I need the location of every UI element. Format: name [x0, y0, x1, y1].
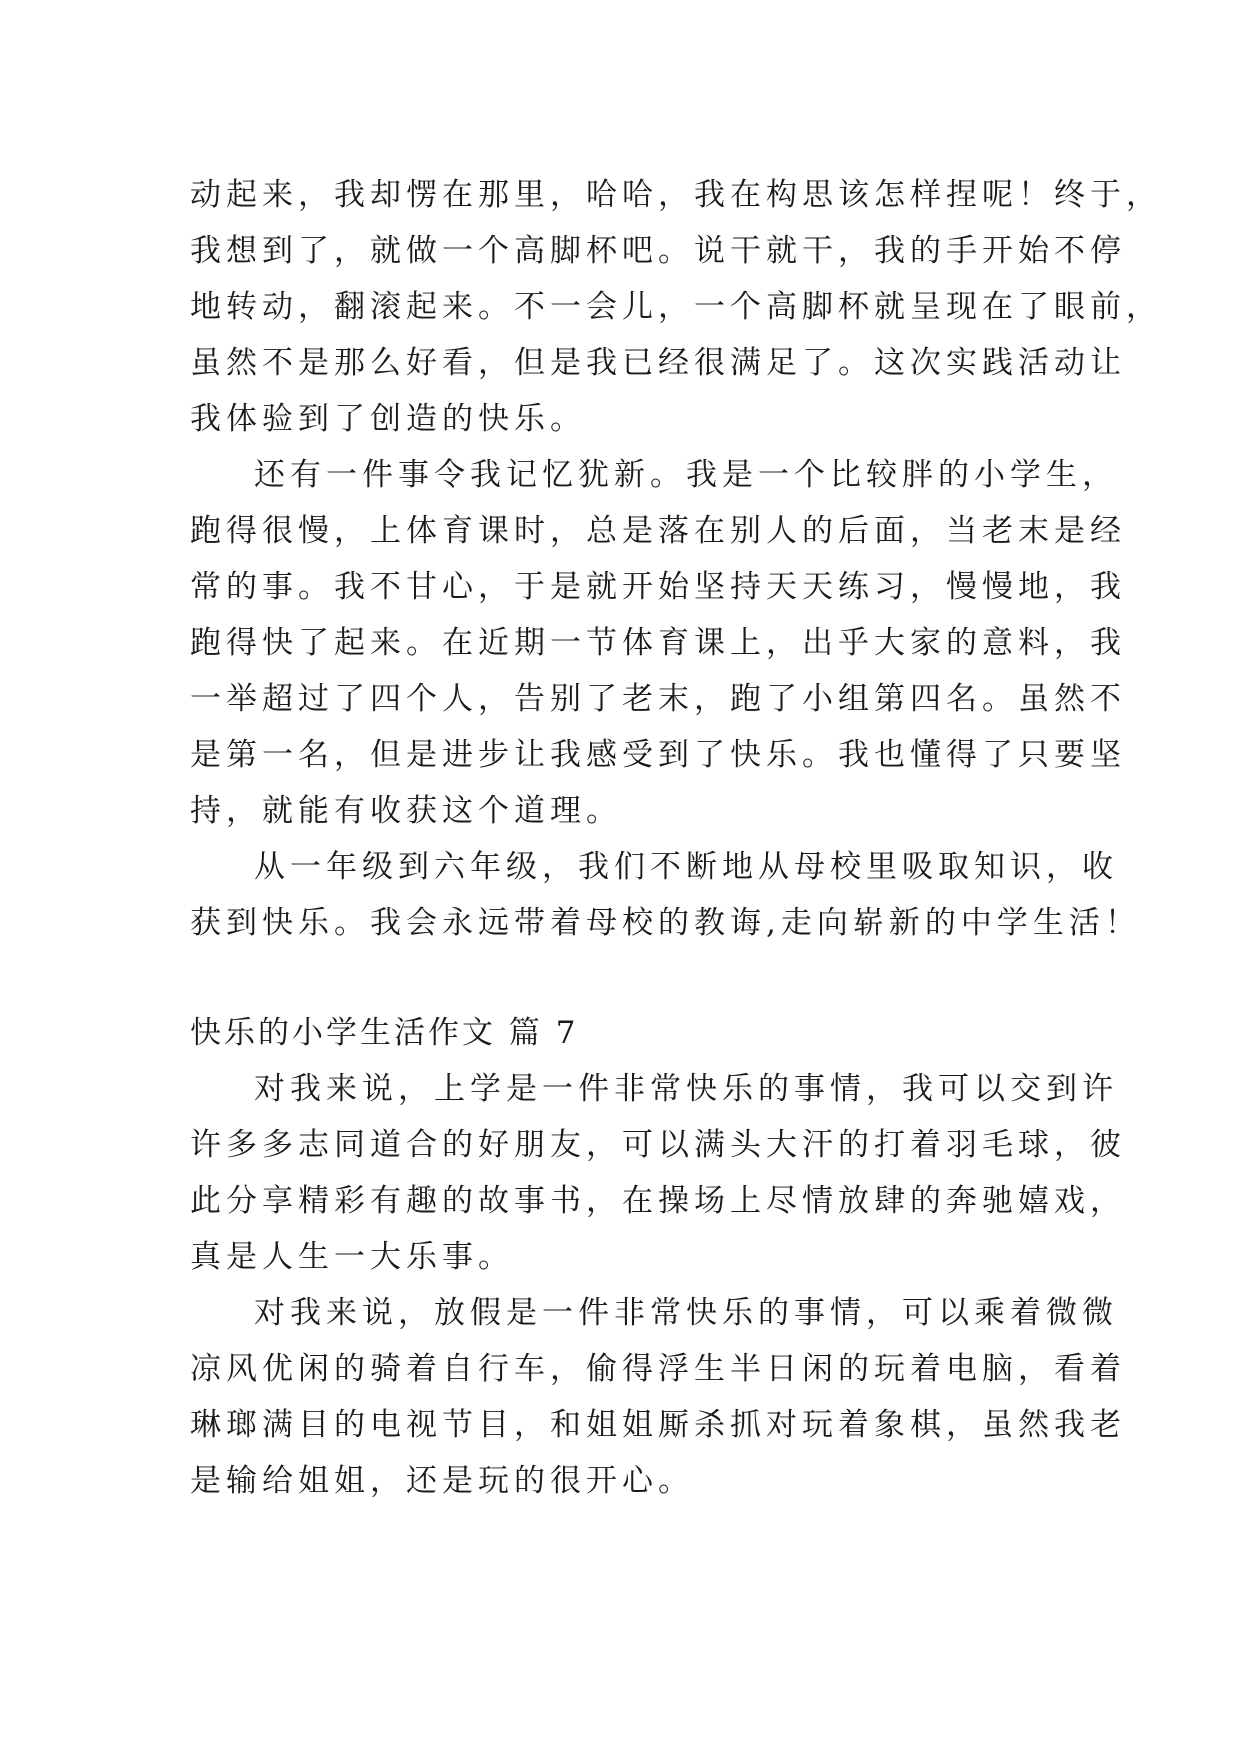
paragraph-d-line-3: 此分享精彩有趣的故事书，在操场上尽情放肆的奔驰嬉戏，: [190, 1183, 1126, 1219]
paragraph-b-line-6: 是第一名，但是进步让我感受到了快乐。我也懂得了只要坚: [190, 737, 1126, 773]
paragraph-c-line-2: 获到快乐。我会永远带着母校的教诲,走向崭新的中学生活！: [190, 905, 1141, 941]
paragraph-e-line-4: 是输给姐姐，还是玩的很开心。: [190, 1463, 694, 1499]
paragraph-a-line-1: 动起来，我却愣在那里，哈哈，我在构思该怎样捏呢！终于，: [190, 177, 1162, 213]
paragraph-c-line-1: 从一年级到六年级，我们不断地从母校里吸取知识，收: [254, 849, 1118, 885]
paragraph-b-line-4: 跑得快了起来。在近期一节体育课上，出乎大家的意料，我: [190, 625, 1126, 661]
paragraph-b-line-3: 常的事。我不甘心，于是就开始坚持天天练习，慢慢地，我: [190, 569, 1126, 605]
paragraph-d-line-2: 许多多志同道合的好朋友，可以满头大汗的打着羽毛球，彼: [190, 1127, 1126, 1163]
paragraph-e-line-3: 琳瑯满目的电视节目，和姐姐厮杀抓对玩着象棋，虽然我老: [190, 1407, 1126, 1443]
section-heading: 快乐的小学生活作文 篇 7: [190, 1015, 579, 1051]
paragraph-a-line-4: 虽然不是那么好看，但是我已经很满足了。这次实践活动让: [190, 345, 1126, 381]
paragraph-d-line-4: 真是人生一大乐事。: [190, 1239, 514, 1275]
paragraph-a-line-3: 地转动，翻滚起来。不一会儿，一个高脚杯就呈现在了眼前，: [190, 289, 1162, 325]
paragraph-b-line-1: 还有一件事令我记忆犹新。我是一个比较胖的小学生，: [254, 457, 1118, 493]
paragraph-d-line-1: 对我来说，上学是一件非常快乐的事情，我可以交到许: [254, 1071, 1118, 1107]
paragraph-b-line-2: 跑得很慢，上体育课时，总是落在别人的后面，当老末是经: [190, 513, 1126, 549]
paragraph-b-line-7: 持，就能有收获这个道理。: [190, 793, 622, 829]
paragraph-a-line-2: 我想到了，就做一个高脚杯吧。说干就干，我的手开始不停: [190, 233, 1126, 269]
paragraph-e-line-1: 对我来说，放假是一件非常快乐的事情，可以乘着微微: [254, 1295, 1118, 1331]
paragraph-a-line-5: 我体验到了创造的快乐。: [190, 401, 586, 437]
paragraph-b-line-5: 一举超过了四个人，告别了老末，跑了小组第四名。虽然不: [190, 681, 1126, 717]
paragraph-e-line-2: 凉风优闲的骑着自行车，偷得浮生半日闲的玩着电脑，看着: [190, 1351, 1126, 1387]
